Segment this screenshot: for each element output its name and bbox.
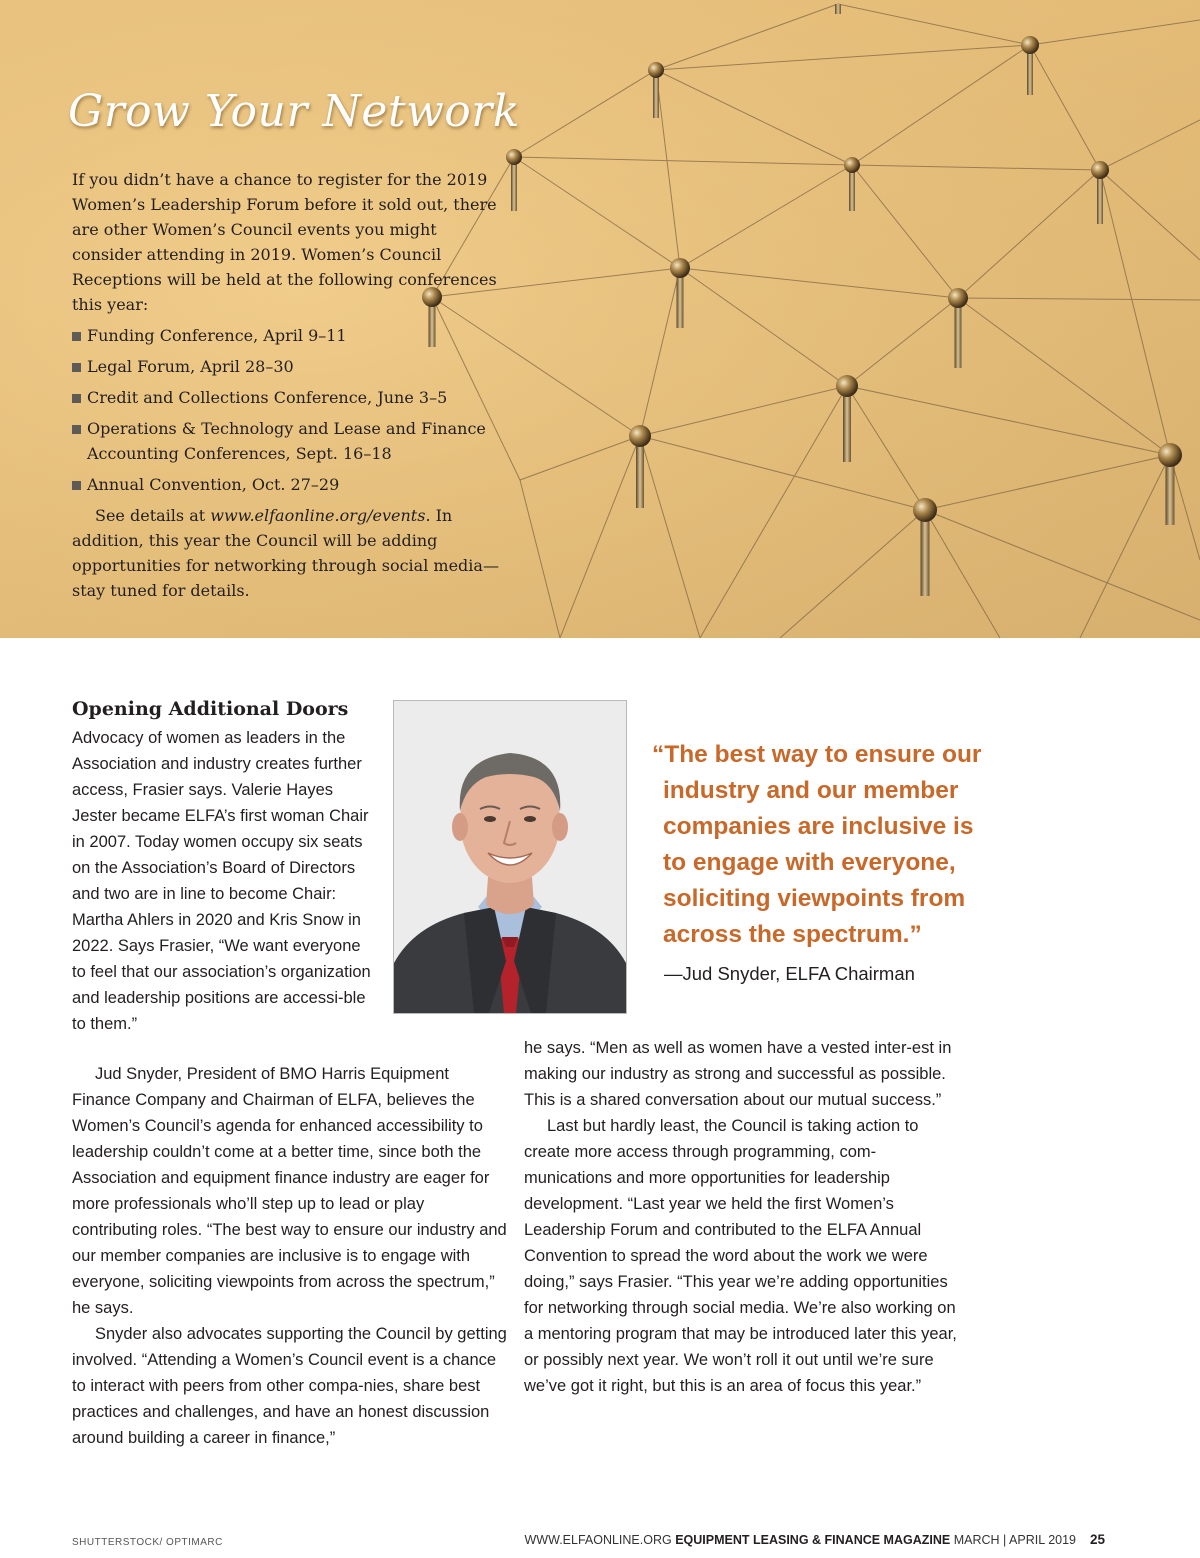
conference-item: Legal Forum, April 28–30 (72, 354, 502, 379)
pull-quote-line: “The best way to ensure our (652, 741, 982, 768)
hero-banner (0, 0, 1200, 638)
section-heading: Opening Additional Doors (72, 698, 349, 720)
portrait-photo (393, 700, 627, 1014)
article-paragraph: Jud Snyder, President of BMO Harris Equipment Finance Company and Chairman of ELFA, believes the Women’s Council’s agenda for enhanced accessibility to leadership couldn’t come at a better time, since both the Association and equipment finance industry are eager for more professionals who’ll step up to lead or play contributing roles. “The best way to ensure our industry and our member companies are inclusive is to engage with everyone, soliciting viewpoints from across the spectrum,” he says. (72, 1065, 507, 1317)
article-paragraph: Advocacy of women as leaders in the Association and industry creates further access, Frasier says. Valerie Hayes Jester became ELFA’s first woman Chair in 2007. Today women occupy six seats on the Association’s Board of Directors and two are in line to become Chair: Martha Ahlers in 2020 and Kris Snow in 2022. Says Frasier, “We want everyone to feel that our association’s organization and leadership positions are accessi-ble to them.” (72, 729, 371, 1033)
conference-item: Operations & Technology and Lease and Finance Accounting Conferences, Sept. 16–18 (72, 416, 502, 466)
pull-quote-line: to engage with everyone, (663, 849, 956, 876)
article-column-2 (524, 1035, 964, 1399)
article-paragraph: he says. “Men as well as women have a vested inter-est in making our industry as strong and successful as possible. This is a shared conversation about our mutual success.” (524, 1039, 952, 1109)
pull-quote-line: across the spectrum.” (663, 921, 922, 948)
square-bullet-icon (72, 363, 81, 372)
page-number: 25 (1090, 1532, 1106, 1547)
article-paragraph: Snyder also advocates supporting the Council by getting involved. “Attending a Women’s Council event is a chance to interact with peers from other compa-nies, share best practices and challenges, and have an honest discussion around building a career in finance,” (72, 1325, 507, 1447)
conference-item: Funding Conference, April 9–11 (72, 323, 502, 348)
pull-quote-line: industry and our member (663, 777, 959, 804)
conference-list (72, 323, 502, 497)
article-column-1-top (72, 725, 372, 1037)
square-bullet-icon (72, 332, 81, 341)
footer-website[interactable]: WWW.ELFAONLINE.ORG (524, 1533, 672, 1547)
article-paragraph: Last but hardly least, the Council is taking action to create more access through programming, com-munications and more opportunities for leadership development. “Last year we held the first Women’s Leadership Forum and contributed to the ELFA Annual Convention to spread the word about the work we were doing,” says Frasier. “This year we’re adding opportunities for networking through social media. We’re also working on a mentoring program that may be introduced later this year, or possibly next year. We won’t roll it out until we’re sure we’ve got it right, but this is an area of focus this year.” (524, 1117, 957, 1395)
square-bullet-icon (72, 481, 81, 490)
pull-quote-attribution: —Jud Snyder, ELFA Chairman (664, 963, 915, 984)
square-bullet-icon (72, 425, 81, 434)
pull-quote-line: soliciting viewpoints from (663, 885, 966, 912)
hero-title: Grow Your Network (68, 86, 520, 137)
article-column-1 (72, 1061, 512, 1451)
hero-details: See details at www.elfaonline.org/events. In addition, this year the Council will be adding opportunities for networking through social media—stay tuned for details. (72, 506, 499, 600)
square-bullet-icon (72, 394, 81, 403)
photo-credit: SHUTTERSTOCK/ OPTIMARC (72, 1537, 223, 1548)
pull-quote-line: companies are inclusive is (663, 813, 974, 840)
conference-item: Annual Convention, Oct. 27–29 (72, 472, 502, 497)
events-link[interactable]: www.elfaonline.org/events (210, 506, 426, 525)
conference-item: Credit and Collections Conference, June 3–5 (72, 385, 502, 410)
hero-intro: If you didn’t have a chance to register for the 2019 Women’s Leadership Forum before it sold out, there are other Women’s Council events you might consider attending in 2019. Women’s Council Receptions will be held at the following conferences this year: (72, 170, 497, 314)
pull-quote (652, 737, 1012, 953)
hero-sidebar-text (72, 167, 502, 603)
footer-issue: MARCH | APRIL 2019 (953, 1533, 1076, 1547)
page-footer (524, 1533, 1076, 1547)
footer-magazine-name: EQUIPMENT LEASING & FINANCE MAGAZINE (675, 1533, 951, 1547)
